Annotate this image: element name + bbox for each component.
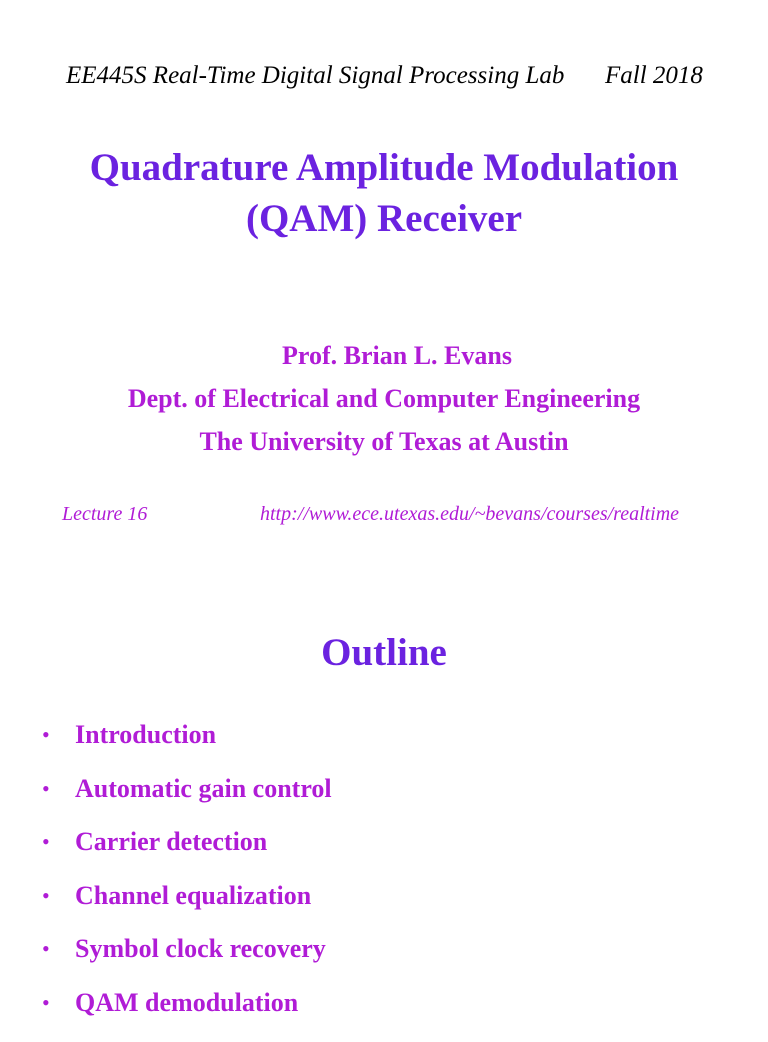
list-item-label: Symbol clock recovery bbox=[75, 934, 326, 964]
bullet-icon: • bbox=[42, 722, 50, 747]
bullet-icon: • bbox=[42, 829, 50, 855]
list-item bbox=[0, 881, 768, 935]
author-block bbox=[0, 334, 768, 463]
author-name: Prof. Brian L. Evans bbox=[282, 341, 512, 370]
author-department: Dept. of Electrical and Computer Engineering bbox=[127, 384, 641, 413]
outline-slide bbox=[0, 560, 768, 1024]
course-term: Fall 2018 bbox=[605, 62, 703, 89]
list-item-label: QAM demodulation bbox=[75, 987, 299, 1017]
list-item-label: Automatic gain control bbox=[75, 773, 332, 803]
list-item bbox=[0, 774, 768, 828]
bullet-icon: • bbox=[42, 989, 50, 1015]
list-item bbox=[0, 720, 768, 774]
slide-title-line-1: Quadrature Amplitude Modulation bbox=[89, 146, 679, 189]
course-url[interactable]: http://www.ece.utexas.edu/~bevans/courses/realtime bbox=[260, 503, 680, 525]
lecture-number: Lecture 16 bbox=[62, 503, 148, 525]
list-item-label: Carrier detection bbox=[75, 827, 268, 857]
bullet-icon: • bbox=[42, 882, 50, 908]
list-item-label: Channel equalization bbox=[75, 880, 312, 910]
list-item bbox=[0, 988, 768, 1042]
course-name: EE445S Real-Time Digital Signal Processing Lab bbox=[66, 62, 565, 89]
bullet-icon: • bbox=[42, 775, 50, 801]
list-item-label: Introduction bbox=[75, 720, 217, 749]
outline-heading: Outline bbox=[321, 631, 447, 674]
bullet-icon: • bbox=[42, 936, 50, 962]
outline-list bbox=[0, 720, 768, 1042]
slide-title-line-2: (QAM) Receiver bbox=[245, 197, 523, 240]
list-item bbox=[0, 934, 768, 988]
list-item bbox=[0, 827, 768, 881]
author-university: The University of Texas at Austin bbox=[199, 427, 569, 456]
slide-title bbox=[0, 142, 768, 244]
